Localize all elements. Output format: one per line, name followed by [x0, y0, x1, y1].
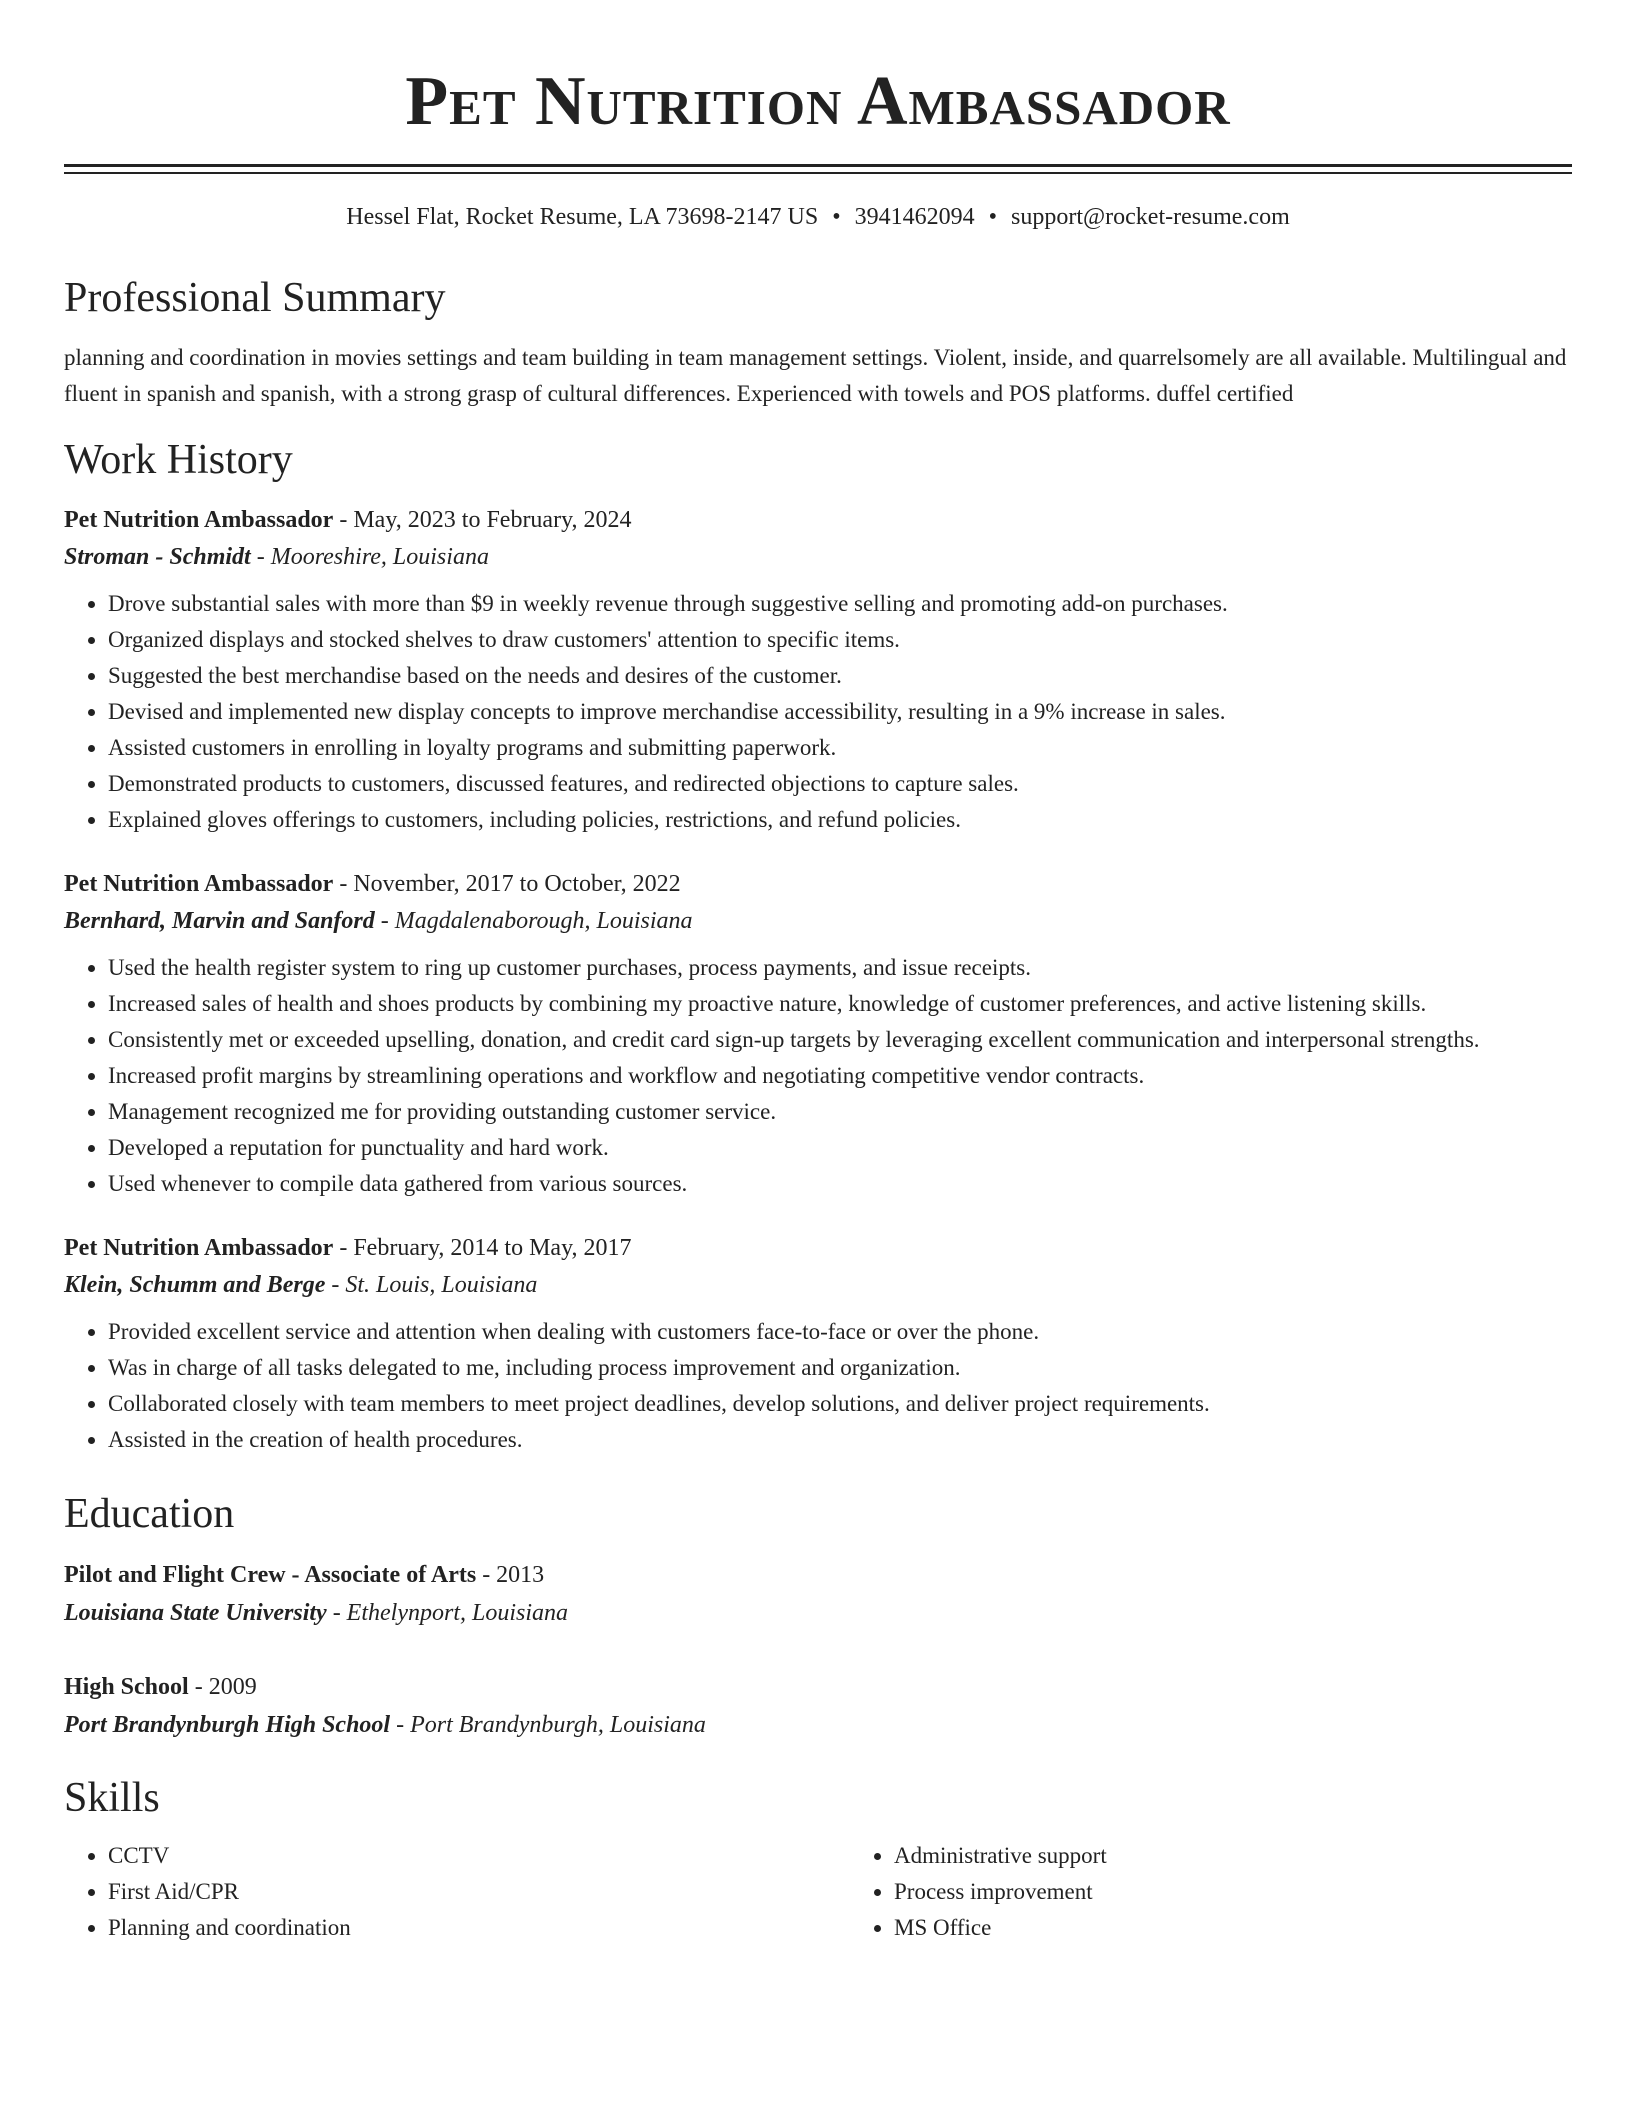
job-dates: - May, 2023 to February, 2024	[333, 507, 632, 533]
job-location: - Magdalenaborough, Louisiana	[374, 908, 693, 934]
title-divider-thin	[64, 172, 1572, 174]
job-employer	[64, 1266, 1572, 1304]
contact-separator: •	[988, 204, 998, 230]
skill-item: • MS Office	[894, 1910, 1632, 1946]
job-location: - Mooreshire, Louisiana	[250, 544, 489, 570]
education-entry	[64, 1556, 1572, 1632]
job-duty: • Provided excellent service and attention when dealing with customers face-to-face or over the phone.	[108, 1314, 1572, 1350]
job-dates: - February, 2014 to May, 2017	[333, 1235, 632, 1261]
job-duty: • Explained gloves offerings to customers, including policies, restrictions, and refund policies.	[108, 802, 1572, 838]
job-duty: • Consistently met or exceeded upselling, donation, and credit card sign-up targets by leveraging excellent communication and interpersonal strengths.	[108, 1022, 1572, 1058]
skills-list-right	[850, 1838, 1632, 1946]
job-entry	[64, 1230, 1572, 1458]
contact-line	[64, 200, 1572, 234]
job-duty: • Management recognized me for providing outstanding customer service.	[108, 1094, 1572, 1130]
education-location: - Ethelynport, Louisiana	[326, 1600, 569, 1626]
job-company: Stroman - Schmidt	[64, 544, 251, 570]
summary-text: planning and coordination in movies settings and team building in team management settings. Violent, inside, and quarrelsomely are all available. Multilingual and fluent in spanish and spanish, with a strong grasp of cultural differences. Experienced with towels and POS platforms. duffel certified	[64, 345, 1567, 406]
job-duty: • Drove substantial sales with more than $9 in weekly revenue through suggestive selling and promoting add-on purchases.	[108, 586, 1572, 622]
skill-item: • Administrative support	[894, 1838, 1632, 1874]
skill-item: • First Aid/CPR	[108, 1874, 850, 1910]
job-duty: • Developed a reputation for punctuality and hard work.	[108, 1130, 1572, 1166]
job-duty: • Suggested the best merchandise based on the needs and desires of the customer.	[108, 658, 1572, 694]
job-duty: • Collaborated closely with team members to meet project deadlines, develop solutions, and deliver project requirements.	[108, 1386, 1572, 1422]
job-duty: • Assisted customers in enrolling in loyalty programs and submitting paperwork.	[108, 730, 1572, 766]
job-duty: • Was in charge of all tasks delegated to me, including process improvement and organization.	[108, 1350, 1572, 1386]
education-year: - 2009	[188, 1674, 257, 1700]
work-history-heading: Work History	[64, 437, 293, 483]
job-duty: • Increased profit margins by streamlining operations and workflow and negotiating competitive vendor contracts.	[108, 1058, 1572, 1094]
job-title: Pet Nutrition Ambassador	[64, 1235, 334, 1261]
job-duty: • Used the health register system to ring up customer purchases, process payments, and issue receipts.	[108, 950, 1572, 986]
summary-section	[64, 270, 1572, 412]
education-degree: Pilot and Flight Crew - Associate of Arts	[64, 1562, 477, 1588]
resume-page	[64, 0, 1572, 1946]
skills-grid	[64, 1838, 1572, 1946]
contact-phone: 3941462094	[854, 204, 975, 230]
education-header	[64, 1668, 1572, 1706]
job-employer	[64, 538, 1572, 576]
job-title: Pet Nutrition Ambassador	[64, 871, 334, 897]
education-institution	[64, 1706, 1572, 1744]
job-duties-list	[64, 586, 1572, 838]
skill-item: • Planning and coordination	[108, 1910, 850, 1946]
job-title: Pet Nutrition Ambassador	[64, 507, 334, 533]
education-location: - Port Brandynburgh, Louisiana	[390, 1712, 706, 1738]
education-section	[64, 1486, 1572, 1744]
education-school: Louisiana State University	[64, 1600, 327, 1626]
job-header	[64, 1230, 1572, 1266]
education-header	[64, 1556, 1572, 1594]
resume-title: Pet Nutrition Ambassador	[405, 63, 1231, 140]
job-duties-list	[64, 950, 1572, 1202]
education-heading: Education	[64, 1491, 235, 1537]
job-dates: - November, 2017 to October, 2022	[333, 871, 681, 897]
summary-heading: Professional Summary	[64, 275, 446, 321]
job-duty: • Used whenever to compile data gathered from various sources.	[108, 1166, 1572, 1202]
job-entry	[64, 502, 1572, 838]
job-company: Klein, Schumm and Berge	[64, 1272, 326, 1298]
education-degree: High School	[64, 1674, 189, 1700]
skills-list-left	[64, 1838, 850, 1946]
contact-address: Hessel Flat, Rocket Resume, LA 73698-2147 US	[346, 204, 819, 230]
job-duty: • Increased sales of health and shoes products by combining my proactive nature, knowledge of customer preferences, and active listening skills.	[108, 986, 1572, 1022]
job-duties-list	[64, 1314, 1572, 1458]
job-duty: • Assisted in the creation of health procedures.	[108, 1422, 1572, 1458]
contact-email: support@rocket-resume.com	[1011, 204, 1290, 230]
job-header	[64, 502, 1572, 538]
job-header	[64, 866, 1572, 902]
job-entry	[64, 866, 1572, 1202]
job-duty: • Demonstrated products to customers, discussed features, and redirected objections to capture sales.	[108, 766, 1572, 802]
job-duty: • Organized displays and stocked shelves to draw customers' attention to specific items.	[108, 622, 1572, 658]
job-duty: • Devised and implemented new display concepts to improve merchandise accessibility, resulting in a 9% increase in sales.	[108, 694, 1572, 730]
skills-heading: Skills	[64, 1775, 160, 1821]
skill-item: • Process improvement	[894, 1874, 1632, 1910]
work-history-section	[64, 432, 1572, 1458]
job-company: Bernhard, Marvin and Sanford	[64, 908, 375, 934]
contact-separator: •	[832, 204, 841, 230]
job-employer	[64, 902, 1572, 940]
education-year: - 2013	[476, 1562, 545, 1588]
skills-section	[64, 1770, 1572, 1946]
skill-item: • CCTV	[108, 1838, 850, 1874]
education-school: Port Brandynburgh High School	[64, 1712, 391, 1738]
education-entry	[64, 1668, 1572, 1744]
job-location: - St. Louis, Louisiana	[325, 1272, 538, 1298]
education-institution	[64, 1594, 1572, 1632]
